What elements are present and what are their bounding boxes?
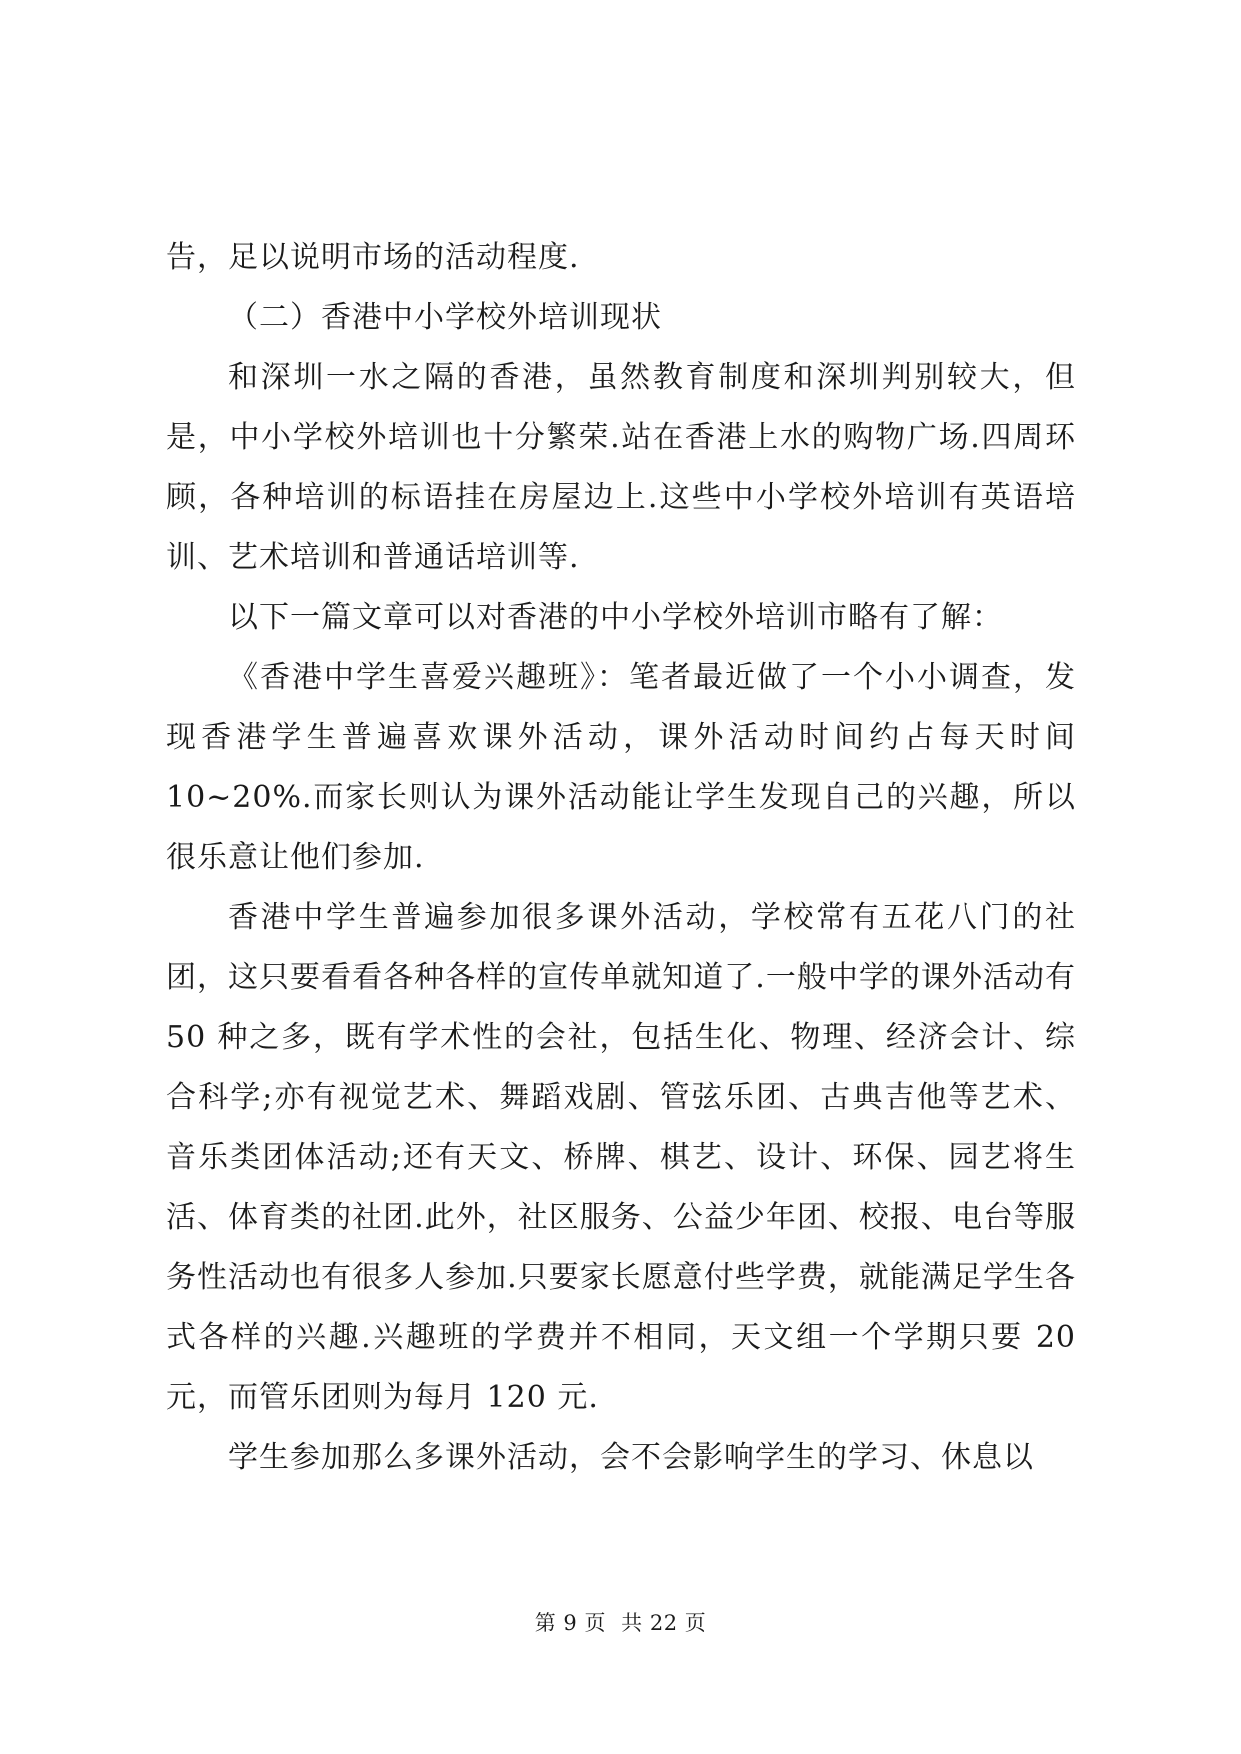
paragraph: 和深圳一水之隔的香港，虽然教育制度和深圳判别较大，但是，中小学校外培训也十分繁荣.站在香港上水的购物广场.四周环顾，各种培训的标语挂在房屋边上.这些中小学校外培训有英语培训、艺术培训和普通话培训等. — [166, 360, 1076, 575]
paragraph: 《香港中学生喜爱兴趣班》：笔者最近做了一个小小调查，发现香港学生普遍喜欢课外活动，课外活动时间约占每天时间10~20%.而家长则认为课外活动能让学生发现自己的兴趣，所以很乐意让他们参加. — [166, 660, 1076, 875]
page-footer — [0, 1608, 1241, 1638]
paragraph: 香港中学生普遍参加很多课外活动，学校常有五花八门的社团，这只要看看各种各样的宣传单就知道了.一般中学的课外活动有 50 种之多，既有学术性的会社，包括生化、物理、经济会计、综合科学;亦有视觉艺术、舞蹈戏剧、管弦乐团、古典吉他等艺术、音乐类团体活动;还有天文、桥牌、棋艺、设计、环保、园艺将生活、体育类的社团.此外，社区服务、公益少年团、校报、电台等服务性活动也有很多人参加.只要家长愿意付些学费，就能满足学生各式各样的兴趣.兴趣班的学费并不相同，天文组一个学期只要 20 元，而管乐团则为每月 120 元. — [166, 900, 1076, 1415]
paragraph: 以下一篇文章可以对香港的中小学校外培训市略有了解： — [228, 600, 1003, 635]
document-body — [166, 228, 1076, 1488]
paragraph-continuation: 告，足以说明市场的活动程度. — [166, 240, 580, 275]
page-total: 共 22 页 — [621, 1611, 707, 1635]
section-heading: （二）香港中小学校外培训现状 — [228, 300, 662, 335]
page-number: 第 9 页 — [534, 1611, 606, 1635]
paragraph: 学生参加那么多课外活动，会不会影响学生的学习、休息以 — [228, 1440, 1034, 1475]
